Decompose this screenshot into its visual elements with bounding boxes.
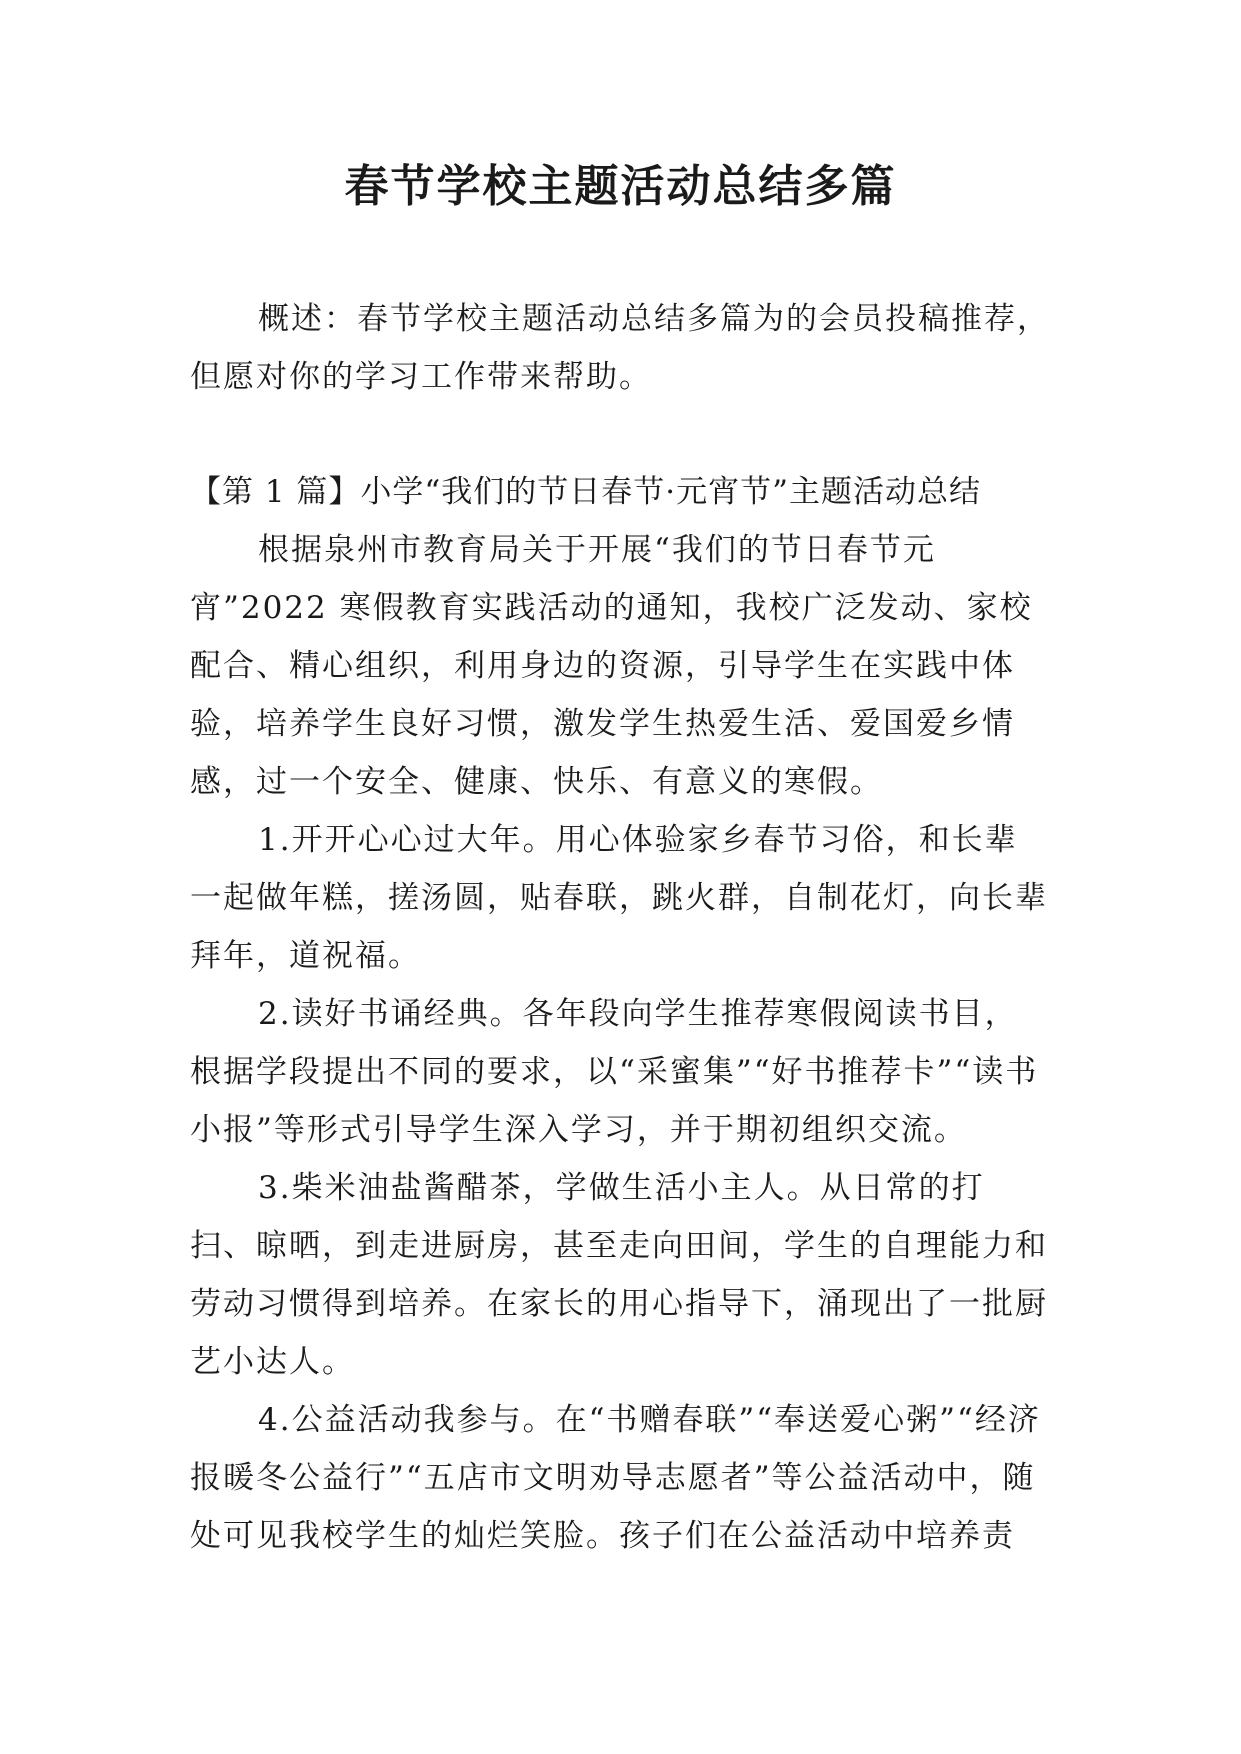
document-title: 春节学校主题活动总结多篇 [344,161,897,212]
article-paragraph: 2.读好书诵经典。各年段向学生推荐寒假阅读书目，根据学段提出不同的要求，以“采蜜集”“好书推荐卡”“读书小报”等形式引导学生深入学习，并于期初组织交流。 [190,996,1039,1148]
article-paragraph: 3.柴米油盐酱醋茶，学做生活小主人。从日常的打扫、晾晒，到走进厨房，甚至走向田间，学生的自理能力和劳动习惯得到培养。在家长的用心指导下，涌现出了一批厨艺小达人。 [190,1170,1048,1380]
article-paragraph: 根据泉州市教育局关于开展“我们的节日春节元宵”2022 寒假教育实践活动的通知，我校广泛发动、家校配合、精心组织，利用身边的资源，引导学生在实践中体验，培养学生良好习惯，激发学生热爱生活、爱国爱乡情感，过一个安全、健康、快乐、有意义的寒假。 [190,532,1033,800]
article-body [190,521,1050,1565]
article-paragraph: 4.公益活动我参与。在“书赠春联”“奉送爱心粥”“经济报暖冬公益行”“五店市文明劝导志愿者”等公益活动中，随处可见我校学生的灿烂笑脸。孩子们在公益活动中培养责 [190,1402,1041,1554]
summary-paragraph: 概述：春节学校主题活动总结多篇为的会员投稿推荐，但愿对你的学习工作带来帮助。 [190,301,1050,395]
article-heading: 【第 1 篇】小学“我们的节日春节·元宵节”主题活动总结 [190,474,981,510]
article-paragraph: 1.开开心心过大年。用心体验家乡春节习俗，和长辈一起做年糕，搓汤圆，贴春联，跳火群，自制花灯，向长辈拜年，道祝福。 [190,822,1048,974]
